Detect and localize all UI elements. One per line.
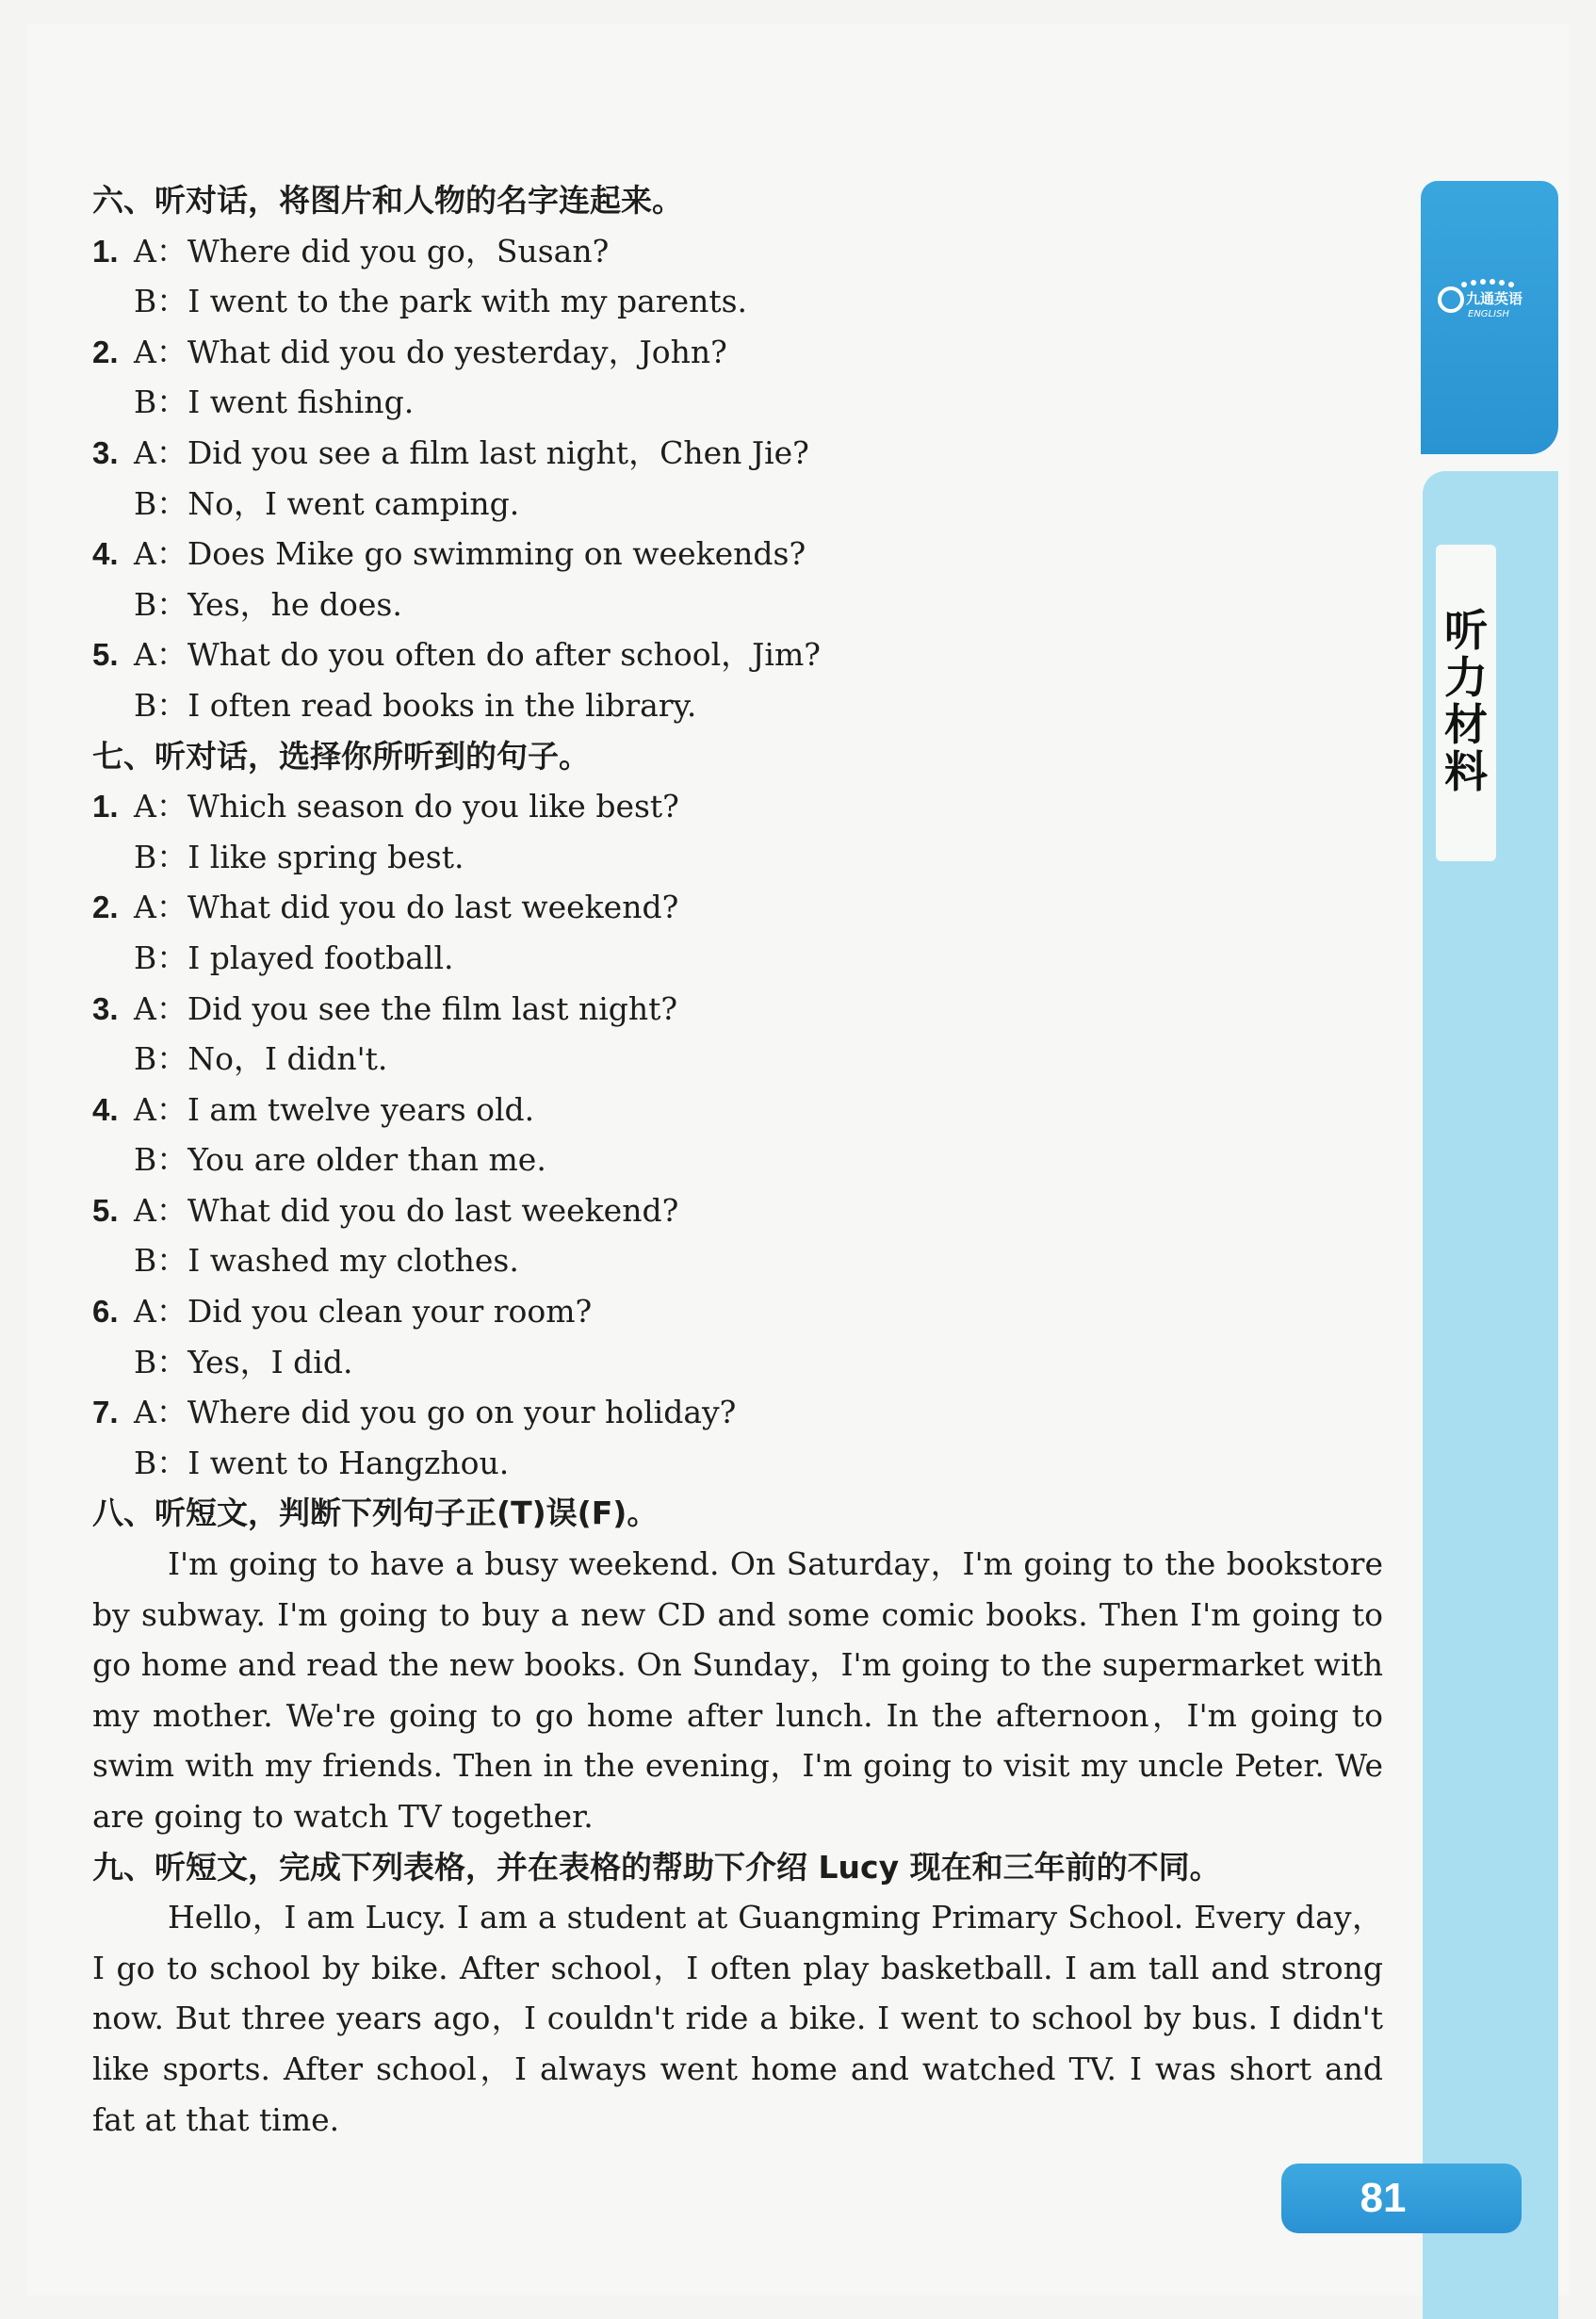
dialogue-line-a: A：Does Mike go swimming on weekends? <box>134 535 806 573</box>
dialogue-line-a: A：Which season do you like best? <box>134 788 679 825</box>
dialogue-line-a: A：I am twelve years old. <box>134 1090 535 1128</box>
section-8-passage: I'm going to have a busy weekend. On Saturday，I'm going to the bookstore by subway. I'm going to buy a new CD and some comic books. Then I'm going to go home and read the new books. On Sunday，I'm going to the supermarket with my mother. We're going to go home after lunch. In the afternoon，I'm going to swim with my friends. Then in the evening，I'm going to visit my uncle Peter. We are going to watch TV together. <box>92 1545 1383 1835</box>
section-7-dialogue-7 <box>92 1387 1383 1488</box>
dialogue-number: 5. <box>92 1192 119 1228</box>
brand-logo-icon <box>1423 266 1555 322</box>
dialogue-number: 3. <box>92 990 119 1026</box>
dialogue-number: 4. <box>92 536 119 572</box>
dialogue-line-a: A：What did you do last weekend? <box>134 1191 679 1229</box>
section-6-dialogue-4 <box>92 529 1383 629</box>
dialogue-line-a: A：Where did you go on your holiday? <box>134 1394 737 1431</box>
page-content <box>92 175 1383 2145</box>
dialogue-line-b: B：Yes，I did. <box>134 1343 353 1380</box>
section-6-dialogue-5 <box>92 629 1383 730</box>
section-9-passage: Hello，I am Lucy. I am a student at Guangming Primary School. Every day，I go to school by bike. After school，I often play basketball. I am tall and strong now. But three years ago，I couldn't ride a bike. I went to school by bus. I didn't like sports. After school，I always went home and watched TV. I was short and fat at that time. <box>92 1899 1383 2138</box>
dialogue-line-b: B：You are older than me. <box>134 1141 546 1179</box>
section-6-dialogue-3 <box>92 428 1383 529</box>
section-7-dialogue-1 <box>92 781 1383 882</box>
side-tab-label: 听 力 材 料 <box>1436 545 1496 861</box>
dialogue-line-b: B：I like spring best. <box>134 838 464 875</box>
dialogue-line-b: B：I often read books in the library. <box>134 686 697 724</box>
dialogue-line-a: A：Did you see a film last night，Chen Jie? <box>134 433 809 471</box>
section-7-title: 七、听对话，选择你所听到的句子。 <box>92 737 590 775</box>
dialogue-number: 2. <box>92 334 119 369</box>
section-6-dialogue-2 <box>92 327 1383 428</box>
section-7-dialogue-3 <box>92 984 1383 1085</box>
dialogue-line-b: B：Yes，he does. <box>134 585 402 623</box>
section-7-dialogue-2 <box>92 882 1383 983</box>
section-9-title: 九、听短文，完成下列表格，并在表格的帮助下介绍 Lucy 现在和三年前的不同。 <box>92 1848 1221 1886</box>
dialogue-line-a: A：What did you do yesterday，John? <box>134 333 727 370</box>
dialogue-line-b: B：I played football. <box>134 939 454 976</box>
dialogue-number: 1. <box>92 789 119 825</box>
dialogue-line-b: B：I went fishing. <box>134 384 415 421</box>
dialogue-number: 7. <box>92 1395 119 1430</box>
dialogue-line-a: A：What did you do last weekend? <box>134 889 679 926</box>
dialogue-line-a: A：Did you clean your room? <box>134 1293 593 1331</box>
section-6-title: 六、听对话，将图片和人物的名字连起来。 <box>92 182 683 219</box>
dialogue-line-a: A：What do you often do after school，Jim? <box>134 636 821 674</box>
section-8-title: 八、听短文，判断下列句子正(T)误(F)。 <box>92 1494 659 1532</box>
section-7-dialogue-5 <box>92 1185 1383 1286</box>
dialogue-line-b: B：No，I went camping. <box>134 484 520 522</box>
dialogue-line-b: B：No，I didn't. <box>134 1040 388 1078</box>
dialogue-number: 3. <box>92 434 119 470</box>
dialogue-number: 2. <box>92 890 119 925</box>
dialogue-number: 4. <box>92 1091 119 1127</box>
dialogue-line-b: B：I went to the park with my parents. <box>134 283 748 320</box>
dialogue-line-a: A：Did you see the film last night? <box>134 989 678 1027</box>
page-number: 81 <box>1360 2175 1407 2221</box>
dialogue-line-b: B：I went to Hangzhou. <box>134 1444 510 1481</box>
section-6-dialogue-1 <box>92 226 1383 327</box>
logo-text: 九通英语 <box>1466 290 1523 307</box>
dialogue-number: 6. <box>92 1294 119 1330</box>
section-7-dialogue-4 <box>92 1085 1383 1185</box>
dialogue-line-a: A：Where did you go，Susan? <box>134 232 610 269</box>
dialogue-number: 1. <box>92 233 119 269</box>
section-7-dialogue-6 <box>92 1286 1383 1387</box>
dialogue-number: 5. <box>92 637 119 673</box>
dialogue-line-b: B：I washed my clothes. <box>134 1242 519 1280</box>
logo-subtext: ENGLISH <box>1468 309 1509 319</box>
